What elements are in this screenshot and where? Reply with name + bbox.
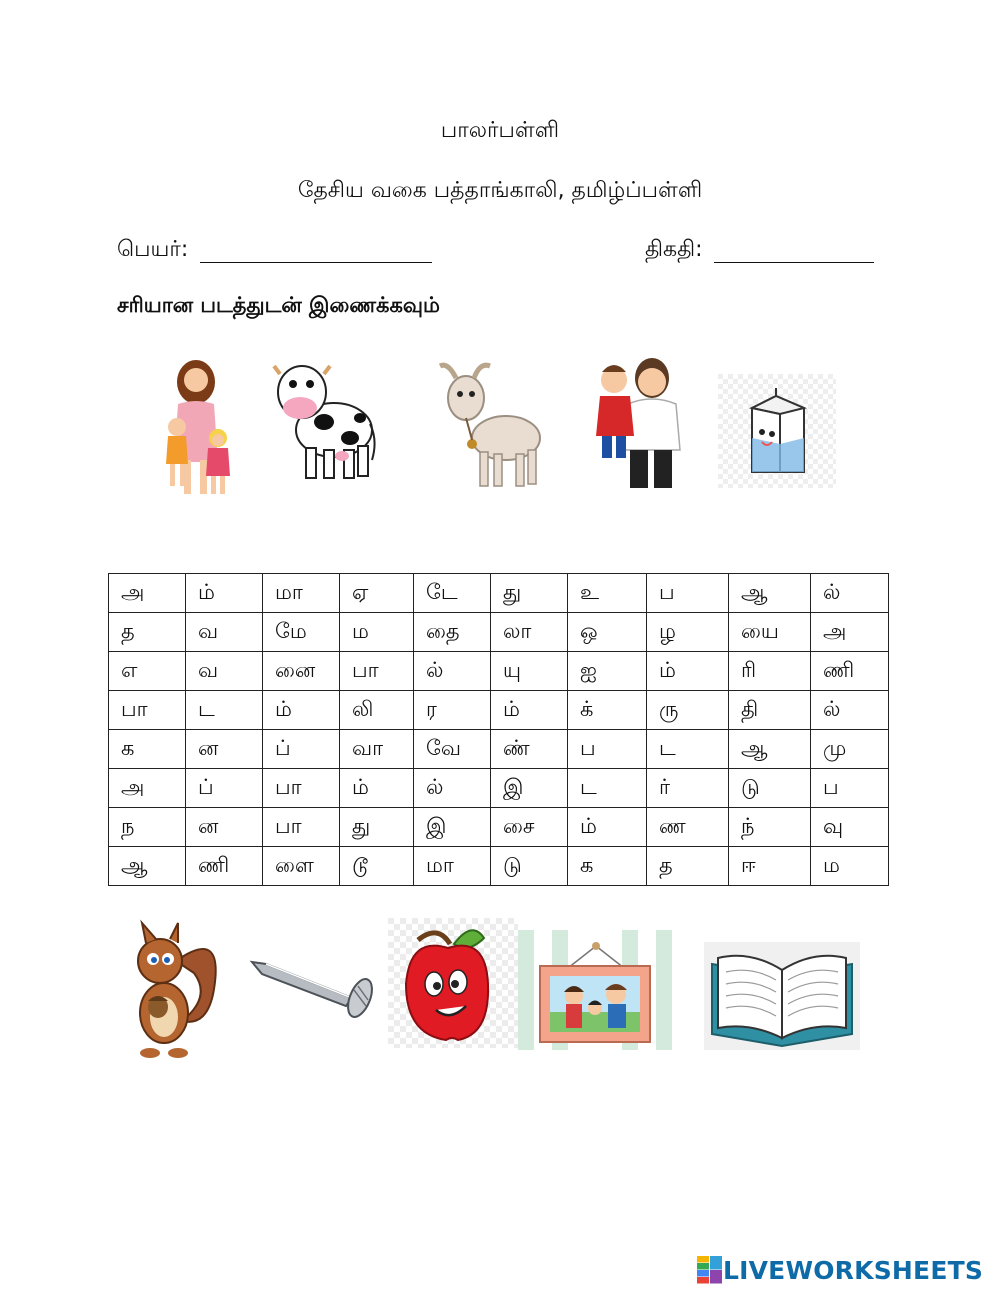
grid-cell[interactable]: ப்	[186, 769, 263, 808]
word-search-grid	[108, 573, 889, 886]
date-field[interactable]	[714, 262, 874, 263]
grid-cell[interactable]: ன	[186, 808, 263, 847]
grid-cell[interactable]: ல்	[811, 574, 889, 613]
grid-cell[interactable]: ட	[186, 691, 263, 730]
grid-cell[interactable]: பா	[263, 808, 340, 847]
grid-cell[interactable]: ர	[414, 691, 491, 730]
grid-cell[interactable]: ம்	[491, 691, 568, 730]
cow-icon[interactable]	[272, 360, 378, 482]
school-name: தேசிய வகை பத்தாங்காலி, தமிழ்ப்பள்ளி	[297, 178, 703, 203]
grid-cell[interactable]: ந்	[729, 808, 811, 847]
grid-cell[interactable]: யை	[729, 613, 811, 652]
milk-carton-icon[interactable]	[718, 374, 836, 488]
grid-cell[interactable]: மா	[263, 574, 340, 613]
grid-cell[interactable]: க	[109, 730, 186, 769]
goat-icon[interactable]	[436, 360, 548, 492]
grid-cell[interactable]: எ	[109, 652, 186, 691]
grid-cell[interactable]: வே	[414, 730, 491, 769]
grid-row	[109, 769, 889, 808]
grid-cell[interactable]: ட	[647, 730, 729, 769]
grid-cell[interactable]: இ	[491, 769, 568, 808]
grid-cell[interactable]: ல்	[811, 691, 889, 730]
grid-cell[interactable]: ஆ	[109, 847, 186, 886]
grid-cell[interactable]: ண	[647, 808, 729, 847]
grid-cell[interactable]: ழ	[647, 613, 729, 652]
grid-cell[interactable]: ண்	[491, 730, 568, 769]
apple-icon[interactable]	[388, 918, 518, 1048]
grid-cell[interactable]: டூ	[340, 847, 414, 886]
mother-with-children-icon[interactable]	[160, 352, 232, 500]
grid-cell[interactable]: ரி	[729, 652, 811, 691]
grid-cell[interactable]: டு	[729, 769, 811, 808]
liveworksheets-logo-icon	[697, 1256, 723, 1284]
grid-cell[interactable]: ம்	[186, 574, 263, 613]
grid-cell[interactable]: ல்	[414, 769, 491, 808]
grid-cell[interactable]: மே	[263, 613, 340, 652]
grid-cell[interactable]: ம	[811, 847, 889, 886]
grid-row	[109, 691, 889, 730]
grid-row	[109, 808, 889, 847]
instruction: சரியான படத்துடன் இணைக்கவும்	[117, 293, 440, 317]
grid-row	[109, 847, 889, 886]
grid-cell[interactable]: ன	[186, 730, 263, 769]
grid-cell[interactable]: பா	[109, 691, 186, 730]
grid-cell[interactable]: ந	[109, 808, 186, 847]
grid-cell[interactable]: டு	[491, 847, 568, 886]
grid-row	[109, 652, 889, 691]
grid-cell[interactable]: பா	[340, 652, 414, 691]
grid-cell[interactable]: உ	[568, 574, 647, 613]
grid-cell[interactable]: ம்	[647, 652, 729, 691]
grid-cell[interactable]: ப	[811, 769, 889, 808]
name-label: பெயர்:	[117, 237, 189, 262]
grid-cell[interactable]: இ	[414, 808, 491, 847]
grid-cell[interactable]: தை	[414, 613, 491, 652]
grid-cell[interactable]: ரு	[647, 691, 729, 730]
grid-cell[interactable]: க	[568, 847, 647, 886]
grid-cell[interactable]: ளை	[263, 847, 340, 886]
grid-cell[interactable]: ம்	[340, 769, 414, 808]
open-book-icon[interactable]	[704, 942, 860, 1050]
grid-cell[interactable]: து	[340, 808, 414, 847]
grid-cell[interactable]: அ	[811, 613, 889, 652]
school-type: பாலர்பள்ளி	[440, 118, 560, 143]
grid-cell[interactable]: ப்	[263, 730, 340, 769]
grid-cell[interactable]: டே	[414, 574, 491, 613]
family-photo-frame-icon[interactable]	[518, 930, 672, 1050]
grid-cell[interactable]: லி	[340, 691, 414, 730]
grid-cell[interactable]: தி	[729, 691, 811, 730]
grid-cell[interactable]: அ	[109, 769, 186, 808]
brand-text: LIVEWORKSHEETS	[723, 1255, 984, 1285]
grid-cell[interactable]: த	[109, 613, 186, 652]
grid-row	[109, 730, 889, 769]
grid-row	[109, 574, 889, 613]
grid-row	[109, 613, 889, 652]
grid-cell[interactable]: சை	[491, 808, 568, 847]
grid-cell[interactable]: வா	[340, 730, 414, 769]
grid-cell[interactable]: னை	[263, 652, 340, 691]
grid-cell[interactable]: ப	[568, 730, 647, 769]
grid-cell[interactable]: ஒ	[568, 613, 647, 652]
grid-cell[interactable]: ஐ	[568, 652, 647, 691]
grid-cell[interactable]: ம்	[568, 808, 647, 847]
grid-cell[interactable]: மா	[414, 847, 491, 886]
squirrel-icon[interactable]	[120, 917, 220, 1063]
grid-cell[interactable]: வ	[186, 613, 263, 652]
grid-cell[interactable]: ணி	[811, 652, 889, 691]
grid-cell[interactable]: ஏ	[340, 574, 414, 613]
grid-cell[interactable]: ப	[647, 574, 729, 613]
grid-cell[interactable]: ஈ	[729, 847, 811, 886]
grid-cell[interactable]: ம்	[263, 691, 340, 730]
nail-icon[interactable]	[248, 954, 376, 1022]
grid-cell[interactable]: மு	[811, 730, 889, 769]
grid-cell[interactable]: ம	[340, 613, 414, 652]
grid-cell[interactable]: த	[647, 847, 729, 886]
grid-cell[interactable]: அ	[109, 574, 186, 613]
name-field[interactable]	[200, 262, 432, 263]
grid-cell[interactable]: வு	[811, 808, 889, 847]
grid-cell[interactable]: ட	[568, 769, 647, 808]
grid-cell[interactable]: து	[491, 574, 568, 613]
date-label: திகதி:	[645, 237, 703, 262]
grid-cell[interactable]: ர்	[647, 769, 729, 808]
grid-cell[interactable]: பா	[263, 769, 340, 808]
grid-cell[interactable]: லா	[491, 613, 568, 652]
grid-cell[interactable]: யு	[491, 652, 568, 691]
grid-cell[interactable]: ல்	[414, 652, 491, 691]
father-with-child-icon[interactable]	[584, 350, 686, 490]
grid-cell[interactable]: ணி	[186, 847, 263, 886]
grid-cell[interactable]: ஆ	[729, 730, 811, 769]
grid-cell[interactable]: ஆ	[729, 574, 811, 613]
grid-cell[interactable]: க்	[568, 691, 647, 730]
brand-logo	[697, 1255, 983, 1285]
grid-cell[interactable]: வ	[186, 652, 263, 691]
